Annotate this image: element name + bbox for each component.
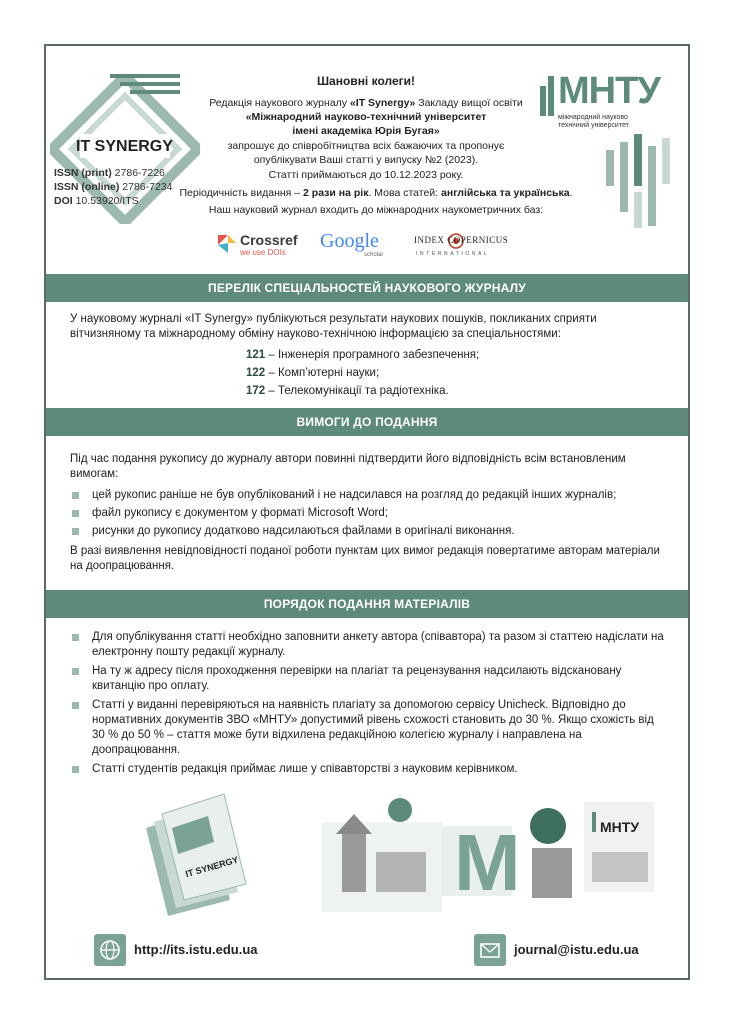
mntu-bar-icon-2 [548, 76, 554, 116]
issn-online: 2786-7234 [122, 181, 173, 193]
specialty-code: 121 [246, 349, 266, 361]
mntu-abbr: МНТУ [558, 70, 660, 112]
header-journal-name: «IT Synergy» [349, 97, 416, 109]
globe-icon [94, 934, 126, 966]
requirement-text: рисунки до рукопису додатково надсилаються файлами в оригіналі виконання. [92, 525, 515, 537]
google-scholar-logo [320, 230, 400, 260]
crossref-icon [216, 233, 238, 255]
requirements-note: В разі виявлення невідповідності поданої роботи пунктам цих вимог редакція повертатиме авторам матеріали на доопрацювання. [70, 545, 660, 572]
google-sub: scholar [364, 252, 384, 258]
index-sub: INTERNATIONAL [416, 251, 490, 257]
header-period [156, 186, 596, 200]
bullet-square-icon [72, 668, 79, 675]
specialty-code: 122 [246, 367, 266, 379]
requirement-text: файл рукопису є документом у форматі Microsoft Word; [92, 507, 388, 519]
specialty-name: – Телекомунікації та радіотехніка. [265, 385, 449, 397]
lang-post: . [569, 187, 573, 199]
bullet-square-icon [72, 766, 79, 773]
header-line5: опублікувати Ваші статті у випуску №2 (2023). [253, 154, 479, 166]
requirement-item [70, 488, 668, 503]
procedure-item [70, 664, 668, 694]
procedure-text: На ту ж адресу після проходження перевірки на плагіат та рецензування надсилають відскановану квитанцію про оплату. [92, 665, 622, 692]
svg-text:МНТУ: МНТУ [600, 819, 640, 835]
logo-title: IT SYNERGY [76, 138, 173, 155]
specialties-section-title: ПЕРЕЛІК СПЕЦІАЛЬНОСТЕЙ НАУКОВОГО ЖУРНАЛУ [46, 274, 688, 302]
deco-bar [634, 192, 642, 228]
collage-illustration-image [322, 792, 666, 922]
procedure-text: Для опублікування статті необхідно заповнити анкету автора (співавтора) та разом зі статтею надіслати на електронну пошту редакції журналу. [92, 631, 664, 658]
issn-print-label: ISSN (print) [54, 167, 112, 179]
requirement-text: цей рукопис раніше не був опублікований і не надсилався на розгляд до редакцій інших журналів; [92, 489, 617, 501]
index-label: INDEX COPERNICUS [414, 235, 509, 245]
doi-value: 10.53920/ITS [75, 195, 139, 207]
procedure-item [70, 762, 668, 777]
crossref-logo [216, 230, 296, 260]
website-link[interactable]: http://its.istu.edu.ua [134, 942, 258, 957]
procedure-text: Статті студентів редакція приймає лише у співавторстві з науковим керівником. [92, 763, 518, 775]
mntu-logo [540, 72, 680, 132]
lang-value: англійська та українська [441, 187, 570, 199]
header-line1 [196, 96, 536, 110]
header-line3: імені академіка Юрія Бугая» [292, 125, 440, 137]
deco-bar [606, 150, 614, 186]
bullet-square-icon [72, 702, 79, 709]
procedure-section-title: ПОРЯДОК ПОДАННЯ МАТЕРІАЛІВ [46, 590, 688, 618]
bullet-square-icon [72, 492, 79, 499]
crossref-sub: we use DOIs [240, 248, 286, 257]
mntu-bar-icon [540, 86, 546, 116]
period-pre: Періодичність видання – [179, 187, 304, 199]
journal-covers-image [138, 788, 258, 918]
greeting: Шановні колеги! [317, 74, 415, 88]
header-line4: запрошує до співробітництва всіх бажаючих та пропонує [227, 140, 505, 152]
specialty-name: – Комп’ютерні науки; [265, 367, 380, 379]
svg-text:M: M [454, 818, 521, 907]
specialties-intro: У науковому журналі «IT Synergy» публікуються результати наукових пошуків, покликаних сприяти вітчизняному та міжнародному обміну науково-технічною інформацією за спеціальностями: [70, 313, 597, 340]
specialty-item [246, 348, 479, 363]
requirement-item [70, 506, 668, 521]
header-line1-post: Закладу вищої освіти [415, 97, 523, 109]
procedure-item [70, 630, 668, 660]
bullet-square-icon [72, 634, 79, 641]
bullet-square-icon [72, 510, 79, 517]
issn-online-label: ISSN (online) [54, 181, 120, 193]
mntu-sub1: міжнародний науково [558, 114, 628, 121]
specialty-code: 172 [246, 385, 266, 397]
mntu-subtitle [558, 114, 629, 130]
email-icon [474, 934, 506, 966]
specialty-item [246, 366, 379, 381]
deco-bar [634, 134, 642, 186]
poster-frame [44, 44, 690, 980]
period-value: 2 рази на рік [303, 187, 369, 199]
header-bases: Наш науковий журнал входить до міжнародних наукометричних баз: [208, 204, 544, 216]
google-label: Google [320, 230, 379, 252]
header-line1-pre: Редакція наукового журналу [209, 97, 350, 109]
header-line6: Статті приймаються до 10.12.2023 року. [268, 169, 464, 181]
requirement-item [70, 524, 668, 539]
index-copernicus-logo [414, 230, 534, 260]
specialty-name: – Інженерія програмного забезпечення; [265, 349, 480, 361]
requirements-intro: Під час подання рукопису до журналу автори повинні підтвердити його відповідність всім встановленим вимогам: [70, 453, 626, 480]
procedure-item [70, 698, 668, 758]
specialty-item [246, 384, 449, 399]
requirements-section-title: ВИМОГИ ДО ПОДАННЯ [46, 408, 688, 436]
bullet-square-icon [72, 528, 79, 535]
crossref-label: Crossref [240, 232, 298, 248]
deco-bar [648, 146, 656, 226]
email-link[interactable]: journal@istu.edu.ua [514, 942, 639, 957]
header-line2: «Міжнародний науково-технічний університет [245, 111, 487, 123]
lang-pre: . Мова статей: [368, 187, 442, 199]
it-synergy-logo [50, 74, 200, 224]
procedure-text: Статті у виданні перевіряються на наявність плагіату за допомогою сервісу Unicheck. Відповідно до нормативних документів ЗВО «МНТУ» допустимий рівень схожості становить до 30 %. Якщо схожість від 30 % до 50 % – стаття може бути відхилена редакційною колегією журналу і направлена на доопрацювання. [92, 699, 654, 756]
svg-text:IT SYNERGY: IT SYNERGY [184, 854, 240, 880]
deco-bar [620, 142, 628, 212]
mntu-sub2: технічний університет [558, 122, 629, 129]
deco-bar [662, 138, 670, 184]
issn-block [54, 166, 172, 208]
doi-label: DOI [54, 195, 73, 207]
issn-print: 2786-7226 [114, 167, 165, 179]
